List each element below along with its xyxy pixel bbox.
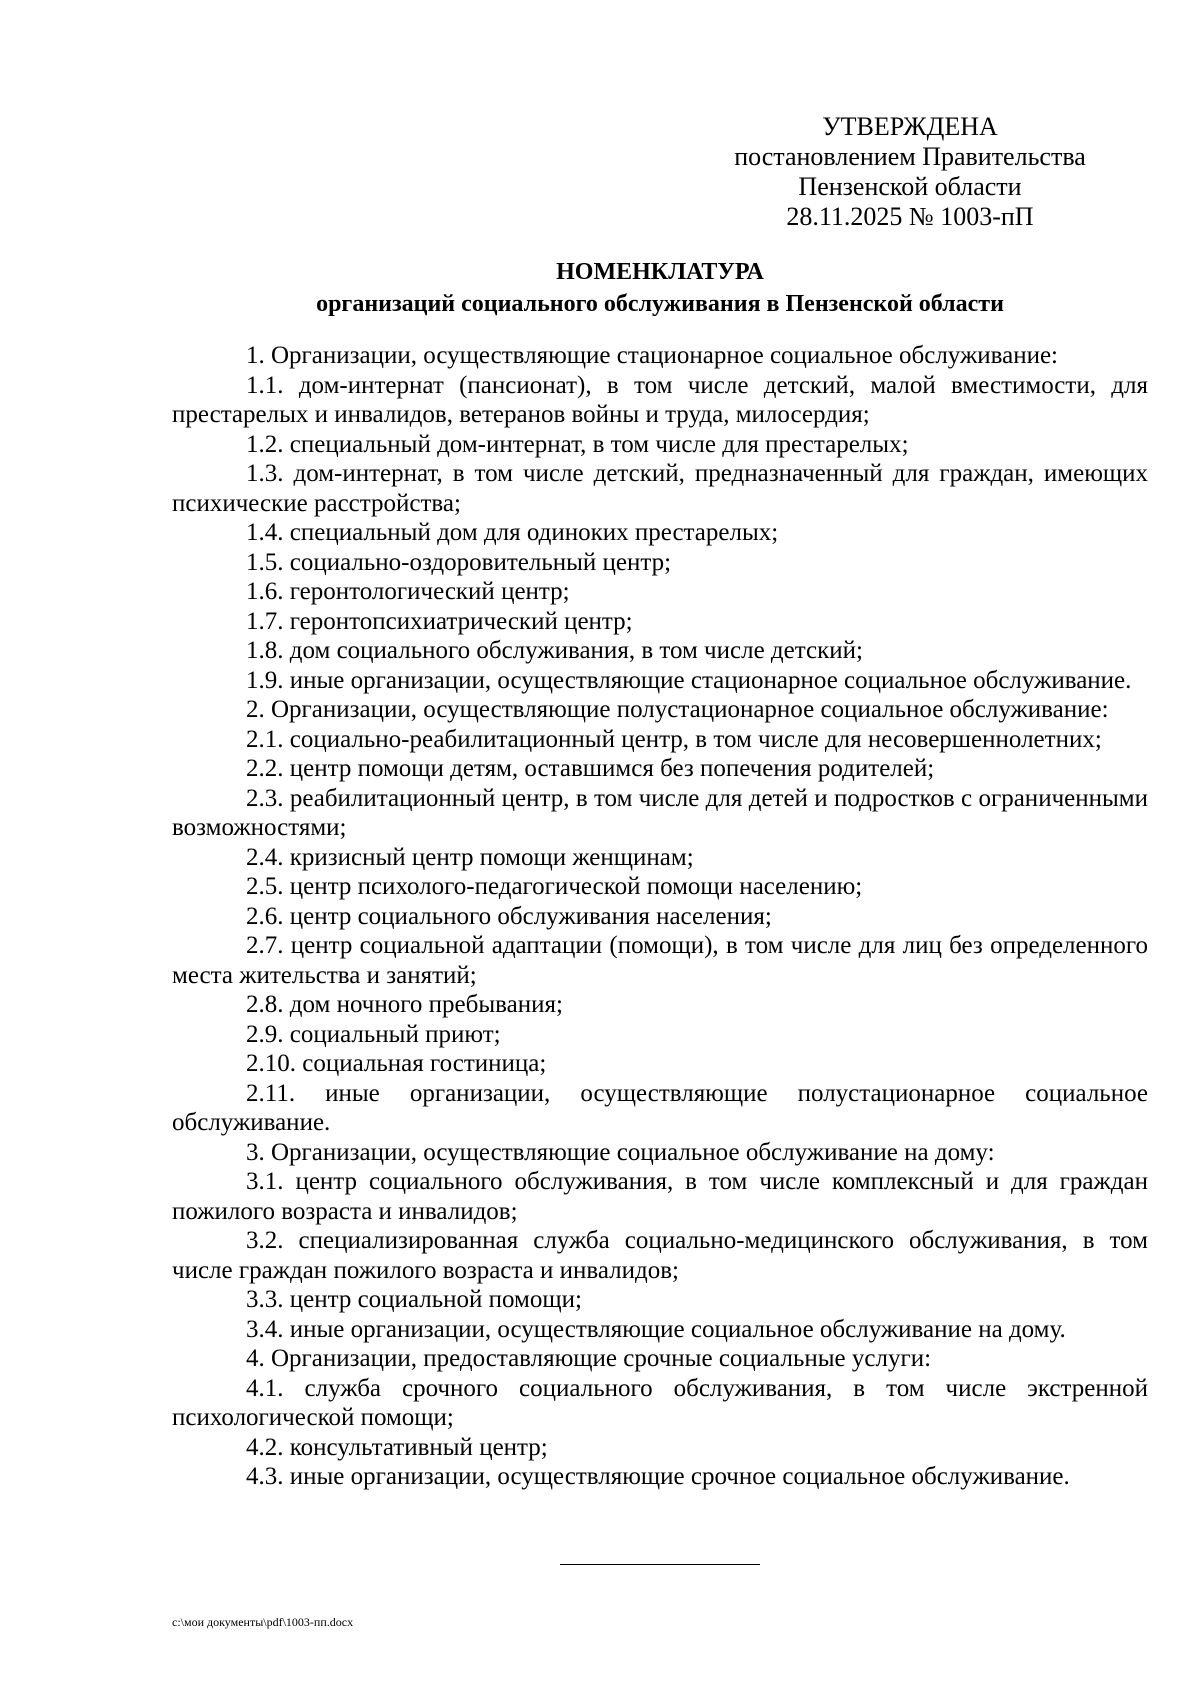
list-item-4-2: 4.2. консультативный центр; [246, 1433, 548, 1461]
document-title [172, 256, 1148, 320]
approval-authority: постановлением Правительства [734, 142, 1086, 171]
title-subtitle: организаций социального обслуживания в Пензенской области [316, 291, 1004, 317]
list-item-1-4: 1.4. специальный дом для одиноких престарелых; [246, 519, 779, 546]
list-item-4-1: 4.1. служба срочного социального обслуживания, в том числе экстренной психологической помощи; [172, 1374, 1148, 1431]
approval-region: Пензенской области [798, 172, 1022, 201]
approval-date-number: 28.11.2025 № 1003-пП [786, 202, 1034, 231]
list-item-1-8: 1.8. дом социального обслуживания, в том числе детский; [246, 637, 863, 664]
list-item-4-3: 4.3. иные организации, осуществляющие срочное социальное обслуживание. [246, 1463, 1070, 1490]
list-item-2-3: 2.3. реабилитационный центр, в том числе для детей и подростков с ограниченными возможностями; [172, 784, 1148, 841]
list-item-3-4: 3.4. иные организации, осуществляющие социальное обслуживание на дому. [246, 1315, 1066, 1343]
list-item-3-2: 3.2. специализированная служба социально-медицинского обслуживания, в том числе граждан пожилого возраста и инвалидов; [172, 1227, 1148, 1284]
list-item-1-1: 1.1. дом-интернат (пансионат), в том числе детский, малой вместимости, для престарелых и инвалидов, ветеранов войны и труда, милосердия; [172, 371, 1148, 428]
list-item-2-1: 2.1. социально-реабилитационный центр, в том числе для несовершеннолетних; [246, 725, 1102, 753]
file-path-footer: c:\мои документы\pdf\1003-пп.docx [172, 1615, 354, 1629]
list-item-1-5: 1.5. социально-оздоровительный центр; [246, 548, 672, 576]
section-3-heading: 3. Организации, осуществляющие социальное обслуживание на дому: [246, 1138, 995, 1166]
list-item-1-9: 1.9. иные организации, осуществляющие стационарное социальное обслуживание. [246, 666, 1132, 694]
approval-stamp [720, 112, 1100, 232]
section-2-heading: 2. Организации, осуществляющие полустационарное социальное обслуживание: [246, 696, 1109, 723]
list-item-1-2: 1.2. специальный дом-интернат, в том числе для престарелых; [246, 430, 909, 458]
end-divider [560, 1564, 760, 1565]
list-item-2-2: 2.2. центр помощи детям, оставшимся без попечения родителей; [246, 755, 935, 782]
list-item-2-8: 2.8. дом ночного пребывания; [246, 991, 563, 1018]
list-item-1-7: 1.7. геронтопсихиатрический центр; [246, 607, 633, 635]
section-4-heading: 4. Организации, предоставляющие срочные социальные услуги: [246, 1345, 932, 1372]
list-item-2-4: 2.4. кризисный центр помощи женщинам; [246, 843, 694, 871]
list-item-2-11: 2.11. иные организации, осуществляющие полустационарное социальное обслуживание. [172, 1079, 1148, 1136]
list-item-2-9: 2.9. социальный приют; [246, 1020, 501, 1048]
approval-heading: УТВЕРЖДЕНА [822, 112, 998, 141]
section-1-heading: 1. Организации, осуществляющие стационарное социальное обслуживание: [246, 342, 1058, 369]
list-item-2-7: 2.7. центр социальной адаптации (помощи), в том числе для лиц без определенного места жительства и занятий; [172, 932, 1148, 989]
title-main: НОМЕНКЛАТУРА [556, 259, 764, 285]
list-item-3-3: 3.3. центр социальной помощи; [246, 1286, 582, 1313]
list-item-3-1: 3.1. центр социального обслуживания, в том числе комплексный и для граждан пожилого возраста и инвалидов; [172, 1168, 1148, 1225]
list-item-2-5: 2.5. центр психолого-педагогической помощи населению; [246, 873, 863, 900]
list-item-2-10: 2.10. социальная гостиница; [246, 1050, 547, 1077]
document-body [172, 341, 1148, 1492]
list-item-1-3: 1.3. дом-интернат, в том числе детский, предназначенный для граждан, имеющих психические расстройства; [172, 460, 1148, 517]
list-item-1-6: 1.6. геронтологический центр; [246, 578, 570, 605]
list-item-2-6: 2.6. центр социального обслуживания населения; [246, 902, 772, 930]
